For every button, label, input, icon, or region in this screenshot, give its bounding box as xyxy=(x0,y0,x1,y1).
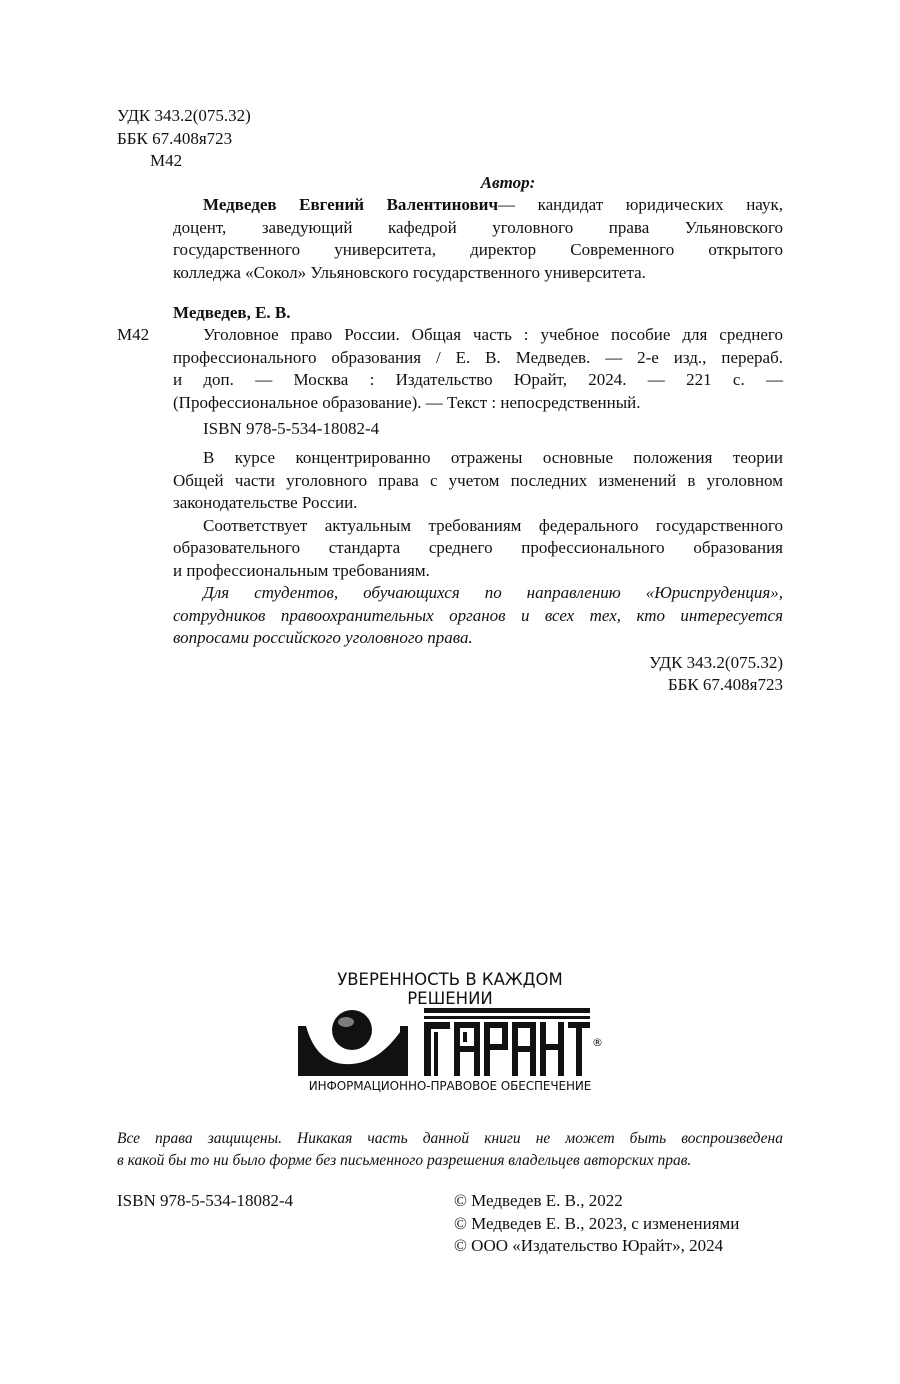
copyright-list xyxy=(454,1190,739,1258)
annotation-p3-line3: вопросами российского уголовного права. xyxy=(173,628,473,647)
annotation-p2-line3: и профессиональным требованиям. xyxy=(173,560,430,580)
annotation-p1-line1: В курсе концентрированно отражены основные положения теории xyxy=(203,448,783,467)
author-heading: Автор: xyxy=(480,173,536,192)
udk-code: УДК 343.2(075.32) xyxy=(117,106,251,125)
bib-isbn: ISBN 978-5-534-18082-4 xyxy=(203,419,380,438)
author-bio xyxy=(173,194,783,284)
annotation-p1-line3: законодательстве России. xyxy=(173,493,358,512)
bbk-code: ББК 67.408я723 xyxy=(117,129,233,148)
garant-logo xyxy=(296,1004,606,1078)
rights-line1: Все права защищены. Никакая часть данной книги не может быть воспроизведена xyxy=(117,1130,783,1147)
bib-desc-line1: Уголовное право России. Общая часть : учебное пособие для среднего xyxy=(203,325,783,344)
annotation-bbk: ББК 67.408я723 xyxy=(667,675,783,694)
copyright-line2: © Медведев Е. В., 2023, с изменениями xyxy=(454,1213,740,1233)
bib-desc-line4: (Профессиональное образование). — Текст : непосредственный. xyxy=(173,392,641,412)
footer-isbn: ISBN 978-5-534-18082-4 xyxy=(117,1191,294,1210)
author-name: Медведев Евгений Валентинович xyxy=(203,195,499,214)
annotation-p2-line2: образовательного стандарта среднего профессионального образования xyxy=(173,538,783,557)
author-bio-line1: Медведев Евгений Валентинович— кандидат юридических наук, xyxy=(203,195,783,214)
garant-subtitle: ИНФОРМАЦИОННО-ПРАВОВОЕ ОБЕСПЕЧЕНИЕ xyxy=(308,1079,592,1093)
garant-slogan: УВЕРЕННОСТЬ В КАЖДОМ РЕШЕНИИ xyxy=(337,970,563,1008)
annotation-udk: УДК 343.2(075.32) xyxy=(649,652,783,672)
registered-mark: ® xyxy=(592,1036,603,1049)
author-bio-line2: доцент, заведующий кафедрой уголовного права Ульяновского xyxy=(173,217,783,237)
bib-desc-line3: и доп. — Москва : Издательство Юрайт, 2024. — 221 с. — xyxy=(173,370,783,389)
copyright-line3: © ООО «Издательство Юрайт», 2024 xyxy=(454,1236,724,1255)
annotation-p1-line2: Общей части уголовного права с учетом последних изменений в уголовном xyxy=(173,470,783,490)
bib-description xyxy=(173,324,783,414)
copyright-line1: © Медведев Е. В., 2022 xyxy=(454,1191,623,1210)
bib-mark: М42 xyxy=(117,325,150,344)
garant-emblem-icon xyxy=(298,1010,408,1076)
rights-notice xyxy=(117,1128,783,1172)
author-mark: М42 xyxy=(150,151,183,170)
author-bio-line3: государственного университета, директор Современного открытого xyxy=(173,240,783,259)
annotation-p3-line2: сотрудников правоохранительных органов и всех тех, кто интересуется xyxy=(173,605,783,625)
garant-wordmark-icon xyxy=(424,1008,590,1076)
rights-line2: в какой бы то ни было форме без письменного разрешения владельцев авторских прав. xyxy=(117,1152,692,1169)
bib-desc-line2: профессионального образования / Е. В. Медведев. — 2-е изд., перераб. xyxy=(173,347,783,367)
bib-author-heading: Медведев, Е. В. xyxy=(173,303,291,322)
author-bio-line4: колледжа «Сокол» Ульяновского государственного университета. xyxy=(173,262,646,282)
annotation-p3-line1: Для студентов, обучающихся по направлению «Юриспруденция», xyxy=(203,583,783,602)
annotation-p2-line1: Соответствует актуальным требованиям федерального государственного xyxy=(203,515,783,535)
annotation xyxy=(173,447,783,697)
